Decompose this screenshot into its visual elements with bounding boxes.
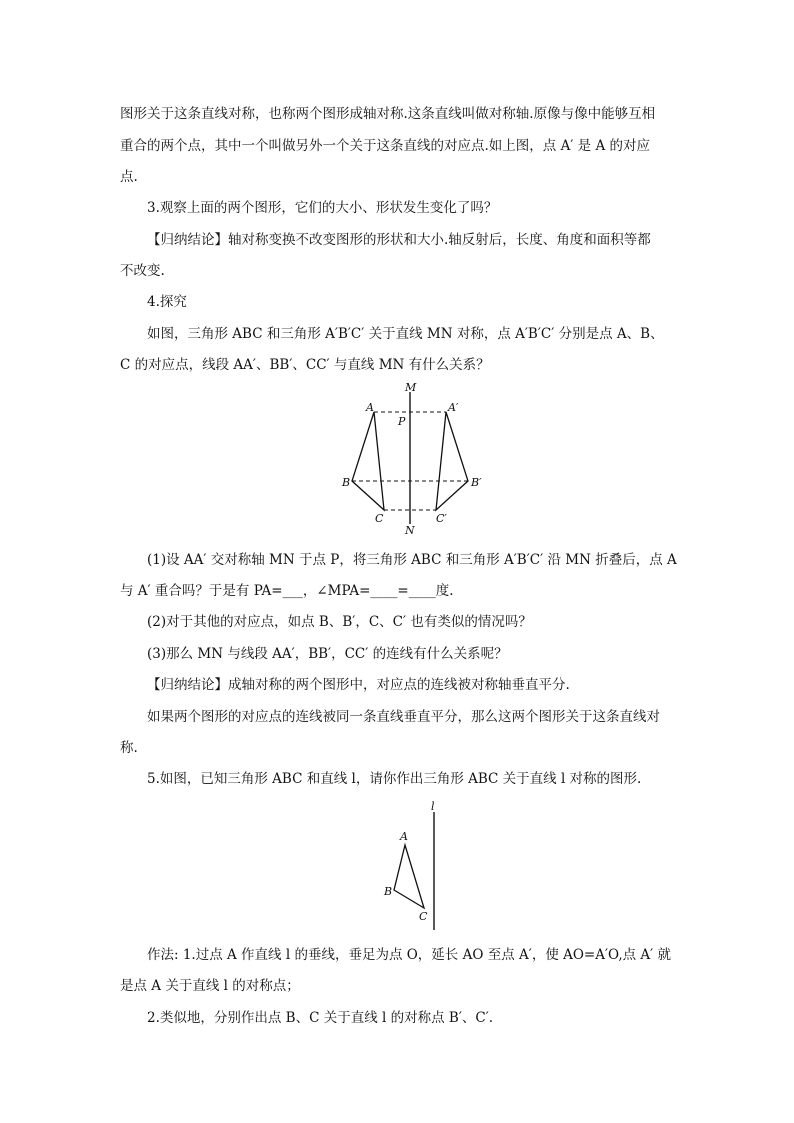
rule-line: 称. [120,740,138,756]
sub-question-1: 与 A′ 重合吗？于是有 PA=___，∠MPA=____=____度. [120,583,454,599]
triangle-abc [394,845,424,908]
rule-line: 如果两个图形的对应点的连线被同一条直线垂直平分，那么这两个图形关于这条直线对 [147,709,660,725]
label-m: M [405,381,417,394]
sub-question-3: (3)那么 MN 与线段 AA′，BB′，CC′ 的连线有什么关系呢？ [147,646,508,662]
symmetry-figure [330,376,500,536]
label-a: A [366,401,374,414]
paragraph-line: 重合的两个点，其中一个叫做另外一个关于这条直线的对应点.如上图，点 A′ 是 A 的对应 [120,138,651,154]
method-line: 作法: 1.过点 A 作直线 l 的垂线，垂足为点 O，延长 AO 至点 A′，使 AO=A′O,点 A′ 就 [147,947,672,963]
method-line: 是点 A 关于直线 l 的对称点； [120,978,300,994]
label-n: N [405,524,415,536]
section-heading: 4.探究 [147,294,187,310]
label-c: C [375,512,384,525]
label-c-prime: C′ [436,512,447,525]
label-b: B [384,885,393,898]
paragraph-line: 图形关于这条直线对称，也称两个图形成轴对称.这条直线叫做对称轴.原像与像中能够互相 [120,106,656,122]
triangle-abc [352,412,384,510]
paragraph-line: 如图，三角形 ABC 和三角形 A′B′C′ 关于直线 MN 对称，点 A′B′C′ 分别是点 A、B、 [147,326,664,342]
label-a-prime: A′ [448,401,459,414]
method-step-2: 2.类似地，分别作出点 B、C 关于直线 l 的对称点 B′、C′. [147,1010,494,1026]
label-p: P [398,415,406,428]
paragraph-line: C 的对应点，线段 AA′、BB′、CC′ 与直线 MN 有什么关系？ [120,357,490,373]
label-l: l [431,800,435,813]
question-3: 3.观察上面的两个图形，它们的大小、形状发生变化了吗？ [147,200,498,216]
triangle-abc-prime [436,412,468,510]
label-b: B [342,476,351,489]
sub-question-1: (1)设 AA′ 交对称轴 MN 于点 P，将三角形 ABC 和三角形 A′B′C′ 沿 MN 折叠后，点 A [147,552,677,568]
label-a: A [400,830,408,843]
label-b-prime: B′ [471,476,482,489]
label-c: C [419,910,428,923]
triangle-line-figure [378,800,448,935]
conclusion-line: 【归纳结论】成轴对称的两个图形中，对应点的连线被对称轴垂直平分. [147,677,570,693]
conclusion-line: 不改变. [120,263,165,279]
paragraph-line: 点. [120,169,138,185]
question-5: 5.如图，已知三角形 ABC 和直线 l，请你作出三角形 ABC 关于直线 l 对称的图形. [147,771,642,787]
conclusion-line: 【归纳结论】轴对称变换不改变图形的形状和大小.轴反射后，长度、角度和面积等都 [147,232,651,248]
sub-question-2: (2)对于其他的对应点，如点 B、B′，C、C′ 也有类似的情况吗？ [147,614,532,630]
